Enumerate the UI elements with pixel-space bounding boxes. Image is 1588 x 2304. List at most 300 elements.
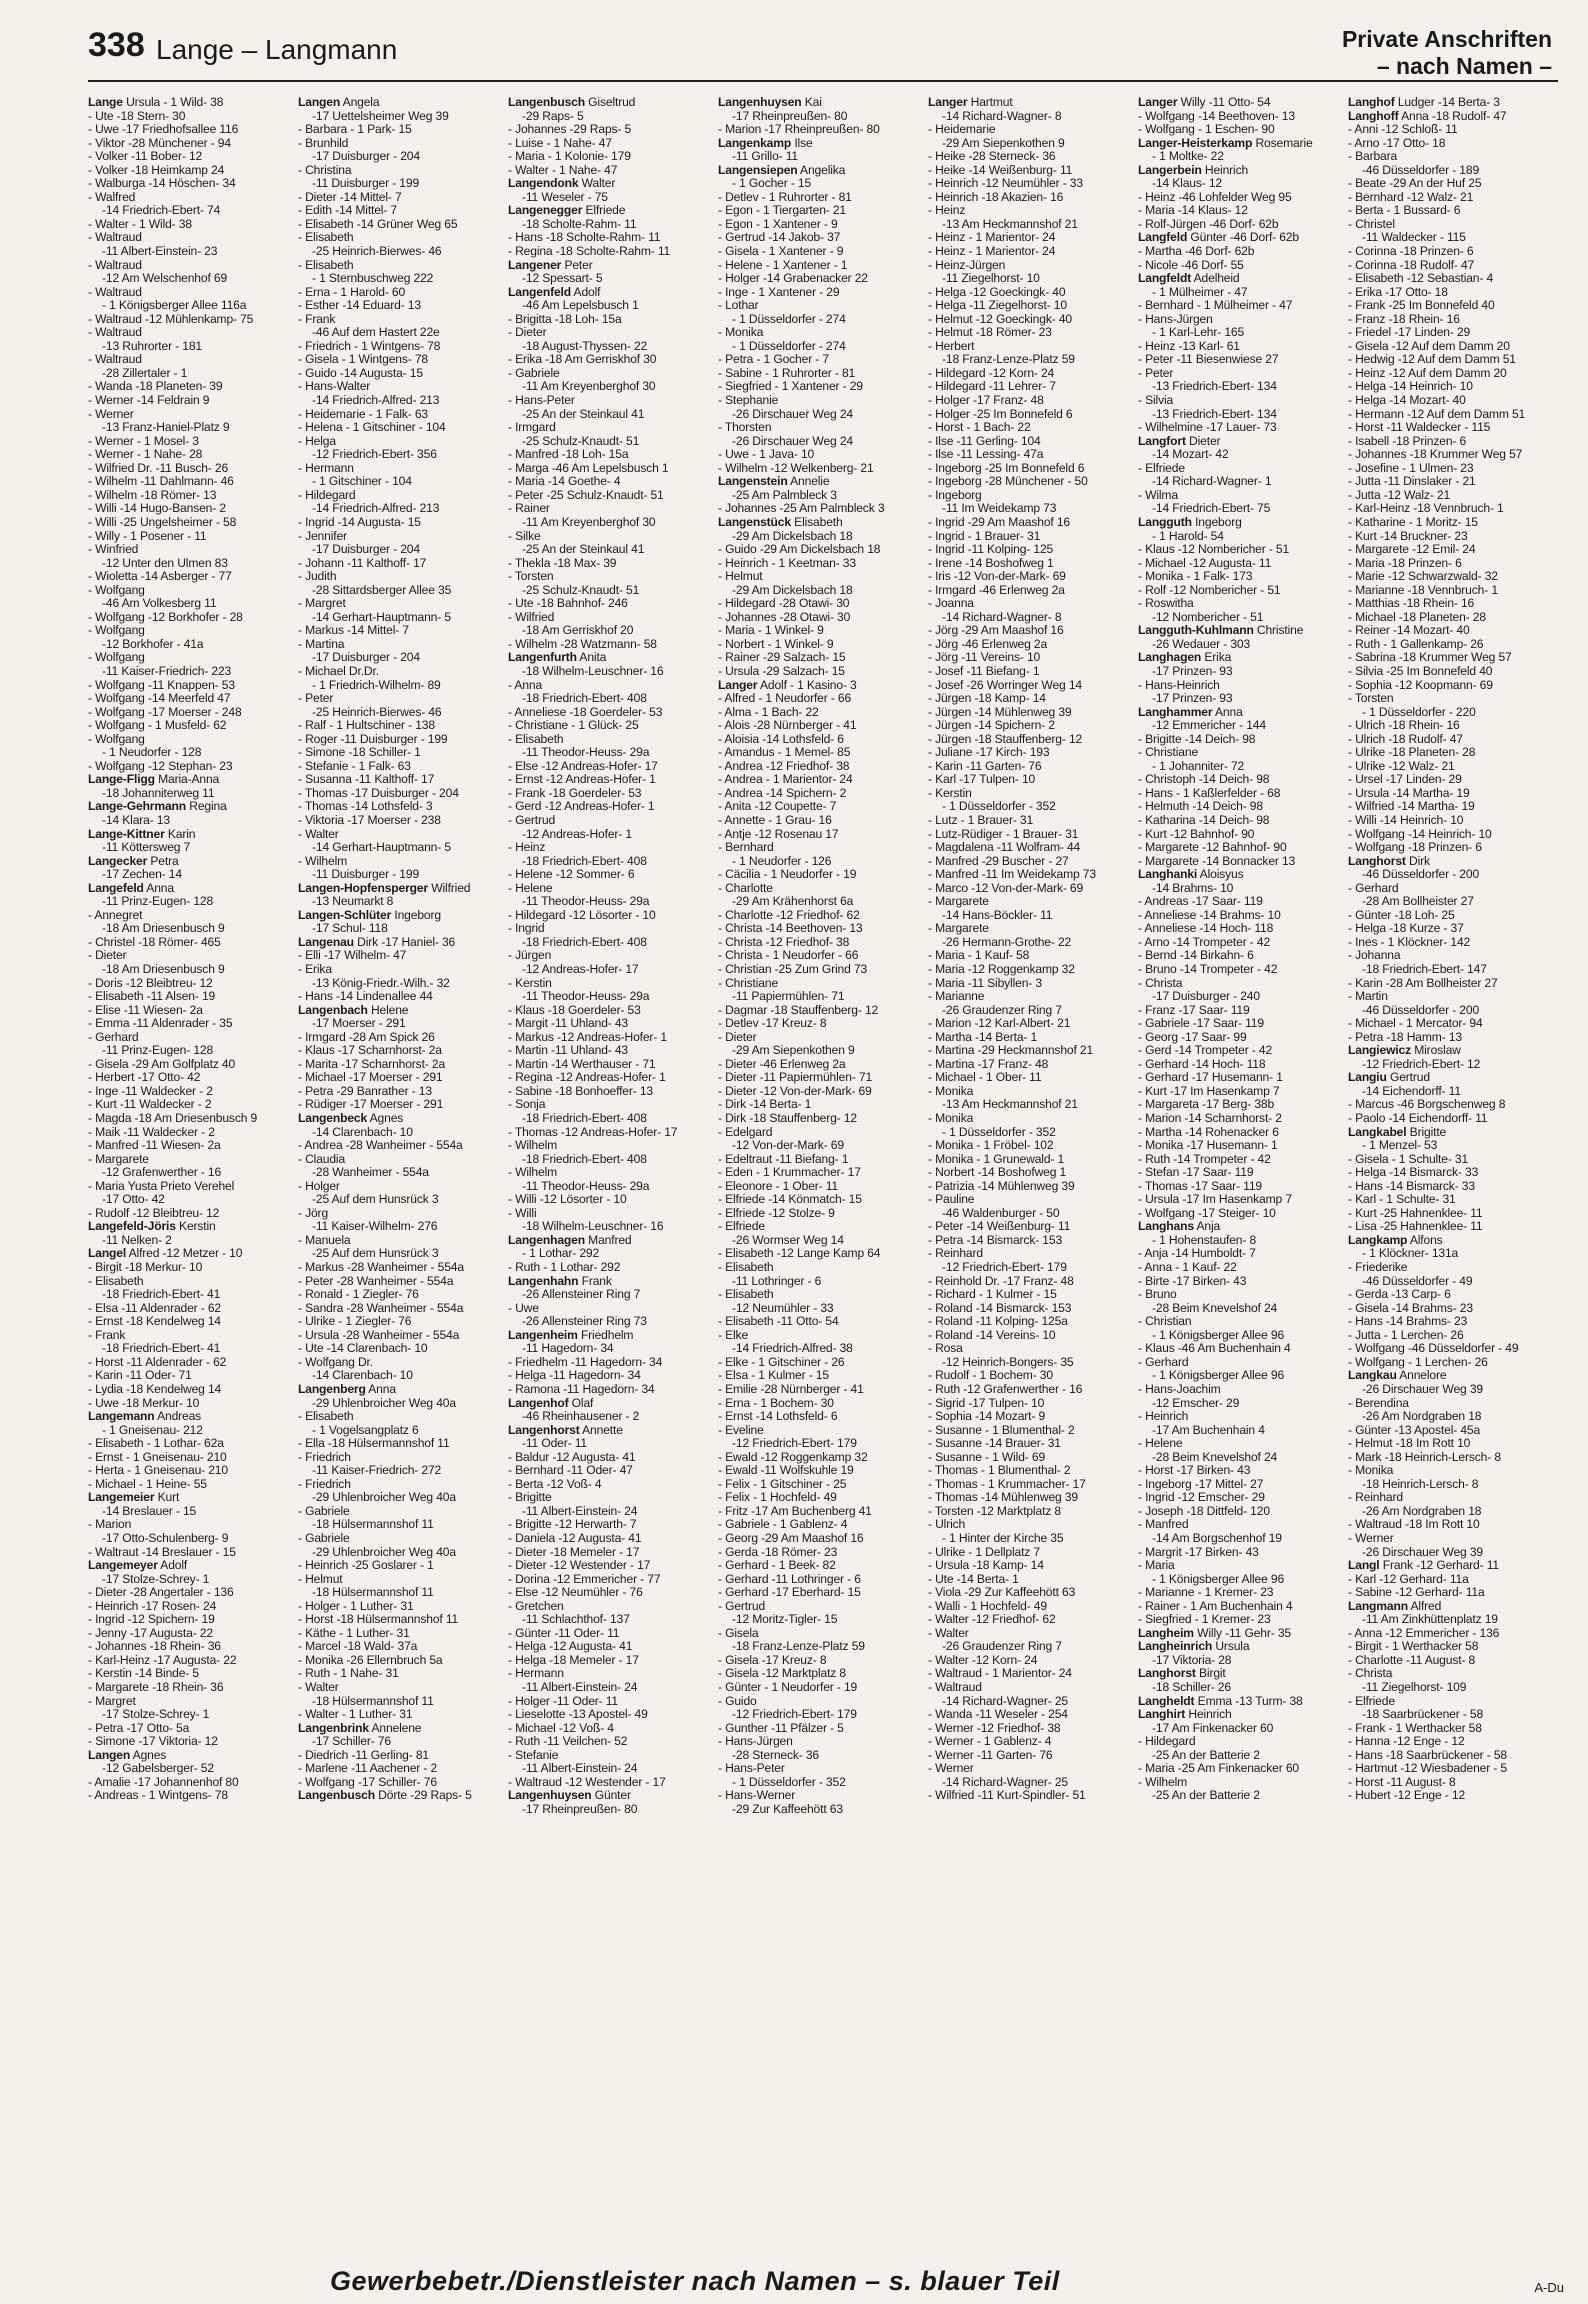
list-item: - Heidemarie [928, 123, 996, 137]
list-item: -25 Auf dem Hunsrück 3 [312, 1247, 439, 1261]
list-item: - 1 Königsberger Allee 96 [1152, 1572, 1285, 1586]
list-item: - Elisabeth [298, 258, 354, 272]
directory-column [298, 96, 508, 2226]
list-item: - 1 Düsseldorfer - 352 [942, 800, 1056, 814]
list-item: - Klaus -17 Scharnhorst- 2a [298, 1044, 442, 1058]
list-item: - Monika - 1 Grunewald- 1 [928, 1152, 1065, 1166]
list-item: - Edith -14 Mittel- 7 [298, 204, 398, 218]
list-item: - Jennifer [298, 529, 347, 543]
list-item: - Sabrina -18 Krummer Weg 57 [1348, 651, 1512, 665]
list-item: - Heinz [928, 204, 966, 218]
list-item: - Josef -11 Biefang- 1 [928, 664, 1040, 678]
list-item: - Dieter -11 Papiermühlen- 71 [718, 1071, 873, 1085]
list-item: - Christa -12 Friedhof- 38 [718, 935, 850, 949]
list-item: - Anneliese -18 Goerdeler- 53 [508, 705, 663, 719]
list-item: - Inge -11 Waldecker - 2 [88, 1084, 213, 1098]
section-title-line-1: Private Anschriften [1341, 26, 1552, 52]
surname-entry: Langheinrich Ursula [1138, 1640, 1250, 1654]
directory-column [928, 96, 1138, 2226]
list-item: - Georg -29 Am Maashof 16 [718, 1531, 864, 1545]
list-item: - Martha -46 Dorf- 62b [1138, 245, 1255, 259]
surname-entry: Lange-Gehrmann Regina [88, 800, 227, 814]
list-item: -14 Hans-Böckler- 11 [942, 908, 1053, 922]
list-item: - Peter -28 Wanheimer - 554a [298, 1274, 454, 1288]
surname-entry: Langemeier Kurt [88, 1491, 180, 1505]
list-item: -17 Schiller- 76 [312, 1735, 391, 1749]
list-item: - Cäcilia - 1 Neudorfer - 19 [718, 868, 857, 882]
list-item: - Gisela - 1 Wintgens- 78 [298, 353, 429, 367]
list-item: -26 Graudenzer Ring 7 [942, 1640, 1062, 1654]
list-item: - Hanna -12 Enge - 12 [1348, 1735, 1465, 1749]
list-item: - Wolfgang [88, 732, 145, 746]
surname-entry: Langenheim Friedhelm [508, 1328, 634, 1342]
surname-entry: Langenhagen Manfred [508, 1233, 632, 1247]
list-item: -25 An der Batterie 2 [1152, 1748, 1260, 1762]
list-item: - Willi [508, 1206, 537, 1220]
surname-entry: Langheldt Emma -13 Turm- 38 [1138, 1694, 1303, 1708]
list-item: - Waltraud -12 Mühlenkamp- 75 [88, 312, 254, 326]
list-item: - Marie -12 Schwarzwald- 32 [1348, 570, 1498, 584]
list-item: - Werner [1348, 1531, 1394, 1545]
list-item: -46 Düsseldorfer - 200 [1362, 1003, 1480, 1017]
list-item: - Wilfried Dr. -11 Busch- 26 [88, 461, 229, 475]
list-item: - Stephanie [718, 394, 779, 408]
list-item: - Hans -14 Lindenallee 44 [298, 990, 433, 1004]
list-item: - Wilhelm [508, 1139, 558, 1153]
list-item: - Dieter [88, 949, 127, 963]
list-item: - 1 Klöckner- 131a [1362, 1247, 1459, 1261]
list-item: - Elisabeth [298, 231, 354, 245]
list-item: -12 Emscher- 29 [1152, 1396, 1240, 1410]
list-item: - Hermann [298, 461, 354, 475]
list-item: - Helene - 1 Xantener - 1 [718, 258, 848, 272]
list-item: -28 Am Bollheister 27 [1362, 895, 1474, 909]
list-item: - Sophia -14 Mozart- 9 [928, 1410, 1046, 1424]
surname-entry: Langenbeck Agnes [298, 1112, 404, 1126]
list-item: - Alma - 1 Bach- 22 [718, 705, 819, 719]
list-item: - Dieter [718, 1030, 757, 1044]
list-item: -12 Moritz-Tigler- 15 [732, 1613, 838, 1627]
list-item: -29 Uhlenbroicher Weg 40a [312, 1396, 456, 1410]
list-item: - Martin -14 Werthauser - 71 [508, 1057, 656, 1071]
surname: Langenbach [298, 1003, 368, 1017]
list-item: - 1 Neudorfer - 126 [732, 854, 832, 868]
list-item: -13 König-Friedr.-Wilh.- 32 [312, 976, 450, 990]
list-item: - Waltraud [88, 353, 142, 367]
list-item: -13 Friedrich-Ebert- 134 [1152, 407, 1277, 421]
list-item: - Thekla -18 Max- 39 [508, 556, 617, 570]
list-item: -17 Otto-Schulenberg- 9 [102, 1531, 229, 1545]
list-item: -18 Hülsermannshof 11 [312, 1694, 434, 1708]
list-item: -11 Albert-Einstein- 24 [522, 1680, 638, 1694]
surname-entry: Langenberg Anna [298, 1382, 396, 1396]
list-item: - Hildegard -11 Lehrer- 7 [928, 380, 1056, 394]
list-item: -17 Schul- 118 [312, 922, 388, 936]
list-item: -18 August-Thyssen- 22 [522, 339, 648, 353]
list-item: -29 Am Krähenhorst 6a [732, 895, 854, 909]
list-item: - Elfriede [1138, 461, 1185, 475]
list-item: - Wolfgang [88, 651, 145, 665]
list-item: - Brigitte -12 Herwarth- 7 [508, 1518, 637, 1532]
list-item: -17 Stolze-Schrey- 1 [102, 1572, 210, 1586]
list-item: -12 Nombericher - 51 [1152, 610, 1264, 624]
list-item: - Reinhard [928, 1247, 983, 1261]
list-item: - 1 Vogelsangplatz 6 [312, 1423, 419, 1437]
list-item: - Friedhelm -11 Hagedorn- 34 [508, 1355, 663, 1369]
list-item: - Ernst -12 Andreas-Hofer- 1 [508, 773, 656, 787]
list-item: - Hans -14 Bismarck- 33 [1348, 1179, 1475, 1193]
list-item: - Winfried [88, 543, 139, 557]
list-item: - Ronald - 1 Ziegler- 76 [298, 1288, 419, 1302]
list-item: - Annette - 1 Grau- 16 [718, 813, 832, 827]
list-item: - Elfriede [718, 1220, 765, 1234]
list-item: - Gisela -12 Marktplatz 8 [718, 1667, 846, 1681]
list-item: -12 Neumühler - 33 [732, 1301, 834, 1315]
list-item: - Rainer - 1 Am Buchenhain 4 [1138, 1599, 1293, 1613]
list-item: - Martin -11 Uhland- 43 [508, 1044, 629, 1058]
surname: Langhans [1138, 1220, 1194, 1234]
list-item: -18 Friedrich-Ebert- 408 [522, 854, 647, 868]
list-item: -14 Gerhart-Hauptmann- 5 [312, 841, 451, 855]
list-item: -26 Dirschauer Weg 24 [732, 407, 853, 421]
list-item: - Margret [298, 597, 346, 611]
list-item: - Ruth - 1 Lothar- 292 [508, 1261, 621, 1275]
list-item: - Günter -13 Apostel- 45a [1348, 1423, 1481, 1437]
list-item: - Dagmar -18 Stauffenberg- 12 [718, 1003, 879, 1017]
surname: Langenhof [508, 1396, 569, 1410]
list-item: - Petra -17 Otto- 5a [88, 1721, 190, 1735]
list-item: - Willy - 1 Posener - 11 [88, 529, 207, 543]
list-item: - Ursula -17 Im Hasenkamp 7 [1138, 1193, 1292, 1207]
list-item: - Anna - 1 Kauf- 22 [1138, 1261, 1237, 1275]
list-item: - Heinrich -25 Goslarer - 1 [298, 1559, 434, 1573]
surname-entry: Langguth-Kuhlmann Christine [1138, 624, 1304, 638]
list-item: - Christoph -14 Deich- 98 [1138, 773, 1270, 787]
list-item: -18 Am Driesenbusch 9 [102, 922, 225, 936]
list-item: - Hubert -12 Enge - 12 [1348, 1789, 1466, 1803]
list-item: - Pauline [928, 1193, 975, 1207]
list-item: - Birte -17 Birken- 43 [1138, 1274, 1247, 1288]
list-item: - Elfriede -14 Könmatch- 15 [718, 1193, 862, 1207]
list-item: - Helmut -18 Im Rott 10 [1348, 1437, 1471, 1451]
surname: Langenfeld [508, 285, 572, 299]
surname: Langiu [1348, 1071, 1387, 1085]
list-item: -14 Eichendorff- 11 [1362, 1084, 1461, 1098]
list-item: - Jenny -17 Augusta- 22 [88, 1626, 213, 1640]
list-item: -11 Albert-Einstein- 24 [522, 1504, 638, 1518]
surname-entry: Langenstein Annelie [718, 475, 830, 489]
list-item: - Erika -18 Am Gerriskhof 30 [508, 353, 657, 367]
list-item: -18 Wilhelm-Leuschner- 16 [522, 664, 664, 678]
list-item: - Manfred -29 Buscher - 27 [928, 854, 1069, 868]
list-item: - Marita -17 Scharnhorst- 2a [298, 1057, 446, 1071]
list-item: -18 Friedrich-Ebert- 147 [1362, 963, 1487, 976]
list-item: - Horst -18 Hülsermannshof 11 [298, 1613, 459, 1627]
list-item: -14 Klara- 13 [102, 813, 170, 827]
list-item: - Ingeborg -25 Im Bonnefeld 6 [928, 461, 1085, 475]
list-item: - Günter -18 Loh- 25 [1348, 908, 1455, 922]
list-item: - Karl-Heinz -18 Vennbruch- 1 [1348, 502, 1504, 516]
list-item: - Gabriele - 1 Gablenz- 4 [718, 1518, 848, 1532]
surname-entry: Langkau Annelore [1348, 1369, 1447, 1383]
list-item: - Manfred -18 Loh- 15a [508, 448, 629, 462]
list-item: - 1 Gneisenau- 212 [102, 1423, 203, 1437]
list-item: - 1 Friedrich-Wilhelm- 89 [312, 678, 441, 692]
list-item: -12 Andreas-Hofer- 17 [522, 963, 639, 976]
list-item: - Karin -11 Oder- 71 [88, 1369, 192, 1383]
surname: Langenbrink [298, 1721, 369, 1735]
list-item: - Maria - 1 Winkel- 9 [718, 624, 824, 638]
list-item: -14 Friedrich-Ebert- 75 [1152, 502, 1271, 516]
list-item: - Wolfgang -12 Stephan- 23 [88, 759, 233, 773]
list-item: - Gerd -12 Andreas-Hofer- 1 [508, 800, 655, 814]
list-item: - Michael -18 Planeten- 28 [1348, 610, 1486, 624]
list-item: - Rainer -29 Salzach- 15 [718, 651, 846, 665]
list-item: - Helga -18 Memeler - 17 [508, 1653, 639, 1667]
list-item: - Frank - 1 Werthacker 58 [1348, 1721, 1482, 1735]
list-item: - Maria - 1 Kauf- 58 [928, 949, 1030, 963]
list-item: -29 Uhlenbroicher Weg 40a [312, 1491, 456, 1505]
list-item: - Horst - 1 Bach- 22 [928, 421, 1031, 435]
list-item: - Ruth - 1 Nahe- 31 [298, 1667, 399, 1681]
list-item: - Rüdiger -17 Moerser - 291 [298, 1098, 444, 1112]
surname: Langenbusch [298, 1789, 375, 1803]
list-item: -18 Friedrich-Ebert- 41 [102, 1288, 221, 1302]
list-item: - Helmuth -14 Deich- 98 [1138, 800, 1263, 814]
list-item: - Helmut [718, 570, 763, 584]
list-item: -18 Wilhelm-Leuschner- 16 [522, 1220, 664, 1234]
list-item: - Holger - 1 Luther- 31 [298, 1599, 414, 1613]
list-item: - Heinz -12 Auf dem Damm 20 [1348, 366, 1507, 380]
list-item: -12 Friedrich-Ebert- 12 [1362, 1057, 1481, 1071]
list-item: - Werner - 1 Mosel- 3 [88, 434, 199, 448]
list-item: -11 Papiermühlen- 71 [732, 990, 845, 1004]
list-item: - Willi -14 Heinrich- 10 [1348, 813, 1464, 827]
list-item: - Kurt -11 Waldecker - 2 [88, 1098, 212, 1112]
list-item: - Magda -18 Am Driesenbusch 9 [88, 1112, 258, 1126]
list-item: - Monika - 1 Falk- 173 [1138, 570, 1253, 584]
list-item: - Wolfgang -14 Beethoven- 13 [1138, 109, 1295, 123]
list-item: - Herta - 1 Gneisenau- 210 [88, 1464, 228, 1478]
list-item: -13 Am Heckmannshof 21 [942, 217, 1078, 231]
surname-entry: Langer Adolf - 1 Kasino- 3 [718, 678, 857, 692]
list-item: - Kurt -12 Bahnhof- 90 [1138, 827, 1255, 841]
list-item: -11 Kaiser-Friedrich- 272 [312, 1464, 442, 1478]
list-item: - Margarete -12 Emil- 24 [1348, 543, 1476, 557]
list-item: -29 Am Siepenkothen 9 [942, 136, 1065, 150]
list-item: - Walter [298, 827, 339, 841]
list-item: -46 Waldenburger - 50 [942, 1206, 1060, 1220]
list-item: - Elise -11 Wiesen- 2a [88, 1003, 203, 1017]
surname-entry: Langguth Ingeborg [1138, 515, 1242, 529]
list-item: - Wilhelm -11 Dahlmann- 46 [88, 475, 234, 489]
list-item: - Ingrid [508, 922, 545, 936]
list-item: -14 Richard-Wagner- 8 [942, 610, 1062, 624]
list-item: - Simone -18 Schiller- 1 [298, 746, 421, 760]
list-item: - Bruno -14 Trompeter - 42 [1138, 963, 1278, 976]
list-item: - Wilfried -14 Martha- 19 [1348, 800, 1475, 814]
list-item: - Wolfgang -11 Knappen- 53 [88, 678, 235, 692]
list-item: - Baldur -12 Augusta- 41 [508, 1450, 636, 1464]
surname-entry: Langenhuysen Günter [508, 1789, 631, 1803]
list-item: - Heinrich - 1 Keetman- 33 [718, 556, 856, 570]
directory-column [88, 96, 298, 2226]
surname: Langl [1348, 1559, 1380, 1573]
list-item: - Gerda -13 Carp- 6 [1348, 1288, 1451, 1302]
list-item: - Helene [1138, 1437, 1183, 1451]
surname-entry: Langenhuysen Kai [718, 96, 822, 109]
list-item: - Ingrid -12 Emscher- 29 [1138, 1491, 1265, 1505]
list-item: - Elke [718, 1328, 749, 1342]
surname: Langenegger [508, 204, 583, 218]
list-item: - Hedwig -12 Auf dem Damm 51 [1348, 353, 1516, 367]
surname-entry: Langemann Andreas [88, 1410, 202, 1424]
list-item: -14 Richard-Wagner- 25 [942, 1694, 1068, 1708]
list-item: - Monika -26 Ellernbruch 5a [298, 1653, 443, 1667]
list-item: - Thomas -12 Andreas-Hofer- 17 [508, 1125, 678, 1139]
surname: Langenhuysen [508, 1789, 592, 1803]
list-item: - Markus -12 Andreas-Hofer- 1 [508, 1030, 667, 1044]
list-item: - Berta -12 Voß- 4 [508, 1477, 602, 1491]
list-item: - Petra - 1 Gocher - 7 [718, 353, 829, 367]
list-item: - Hans-Jürgen [1138, 312, 1213, 326]
list-item: - Irmgard -46 Erlenweg 2a [928, 583, 1065, 597]
list-item: - Ruth -12 Grafenwerther - 16 [928, 1382, 1083, 1396]
list-item: - Jürgen -14 Spichern- 2 [928, 719, 1055, 733]
list-item: - Werner -11 Garten- 76 [928, 1748, 1053, 1762]
list-item: - Elfriede [1348, 1694, 1395, 1708]
list-item: - Hans-Joachim [1138, 1382, 1221, 1396]
list-item: - Eleonore - 1 Ober- 11 [718, 1179, 839, 1193]
list-item: - Elisabeth [718, 1288, 774, 1302]
surname: Langenau [298, 935, 354, 949]
list-item: - Helene [508, 881, 553, 895]
surname: Langkabel [1348, 1125, 1407, 1139]
list-item: - Kurt -14 Bruckner- 23 [1348, 529, 1468, 543]
list-item: - Rudolf -12 Bleibtreu- 12 [88, 1206, 220, 1220]
list-item: -26 Dirschauer Weg 39 [1362, 1382, 1483, 1396]
surname-entry: Langhirt Heinrich [1138, 1708, 1232, 1722]
surname: Langefeld [88, 881, 144, 895]
list-item: - Frank [298, 312, 336, 326]
list-item: - Elisabeth [88, 1274, 144, 1288]
surname-entry: Langheim Willy -11 Gehr- 35 [1138, 1626, 1291, 1640]
list-item: - Elisabeth [298, 1410, 354, 1424]
list-item: -14 Gerhart-Hauptmann- 5 [312, 610, 451, 624]
list-item: -12 Friedrich-Ebert- 179 [732, 1708, 857, 1722]
list-item: - Heike -28 Sterneck- 36 [928, 150, 1056, 164]
list-item: - Wilhelm -28 Watzmann- 58 [508, 637, 657, 651]
surname: Langen-Schlüter [298, 908, 392, 922]
list-item: -11 Waldecker - 115 [1362, 231, 1466, 245]
surname: Langfeldt [1138, 272, 1192, 286]
surname-entry: Langel Alfred -12 Metzer - 10 [88, 1247, 243, 1261]
list-item: -11 Kaiser-Wilhelm- 276 [312, 1220, 438, 1234]
list-item: - Friederike [1348, 1261, 1408, 1275]
surname: Langheldt [1138, 1694, 1195, 1708]
list-item: - Elsa -11 Aldenrader - 62 [88, 1301, 222, 1315]
list-item: -46 Rheinhausener - 2 [522, 1410, 640, 1424]
list-item: -18 Friedrich-Ebert- 408 [522, 1152, 647, 1166]
list-item: - Else -12 Neumühler - 76 [508, 1586, 643, 1600]
list-item: - Ralf - 1 Hultschiner - 138 [298, 719, 435, 733]
list-item: - Petra -14 Bismarck- 153 [928, 1233, 1063, 1247]
list-item: - Uwe -17 Friedhofsallee 116 [88, 123, 239, 137]
list-item: - Egon - 1 Tiergarten- 21 [718, 204, 847, 218]
list-item: - Helga -14 Heinrich- 10 [1348, 380, 1473, 394]
list-item: - Gerhard -14 Hoch- 118 [1138, 1057, 1266, 1071]
list-item: -46 Düsseldorfer - 200 [1362, 868, 1480, 882]
surname: Langen-Hopfensperger [298, 881, 429, 895]
list-item: - Wolfgang -18 Prinzen- 6 [1348, 841, 1482, 855]
list-item: - Felix - 1 Hochfeld- 49 [718, 1491, 837, 1505]
list-item: - Elisabeth - 1 Lothar- 62a [88, 1437, 224, 1451]
list-item: - Maria -14 Goethe- 4 [508, 475, 621, 489]
list-item: - Wilhelm [298, 854, 348, 868]
list-item: - Isabell -18 Prinzen- 6 [1348, 434, 1467, 448]
list-item: -14 Friedrich-Alfred- 213 [312, 394, 440, 408]
list-item: -11 Am Zinkhüttenplatz 19 [1362, 1613, 1498, 1627]
list-item: - Andrea - 1 Marientor- 24 [718, 773, 853, 787]
list-item: -14 Friedrich-Alfred- 213 [312, 502, 440, 516]
list-item: - Dieter -28 Angertaler - 136 [88, 1586, 234, 1600]
surname-entry: Lange-Kittner Karin [88, 827, 196, 841]
list-item: -25 Auf dem Hunsrück 3 [312, 1193, 439, 1207]
list-item: - Wilfried [508, 610, 555, 624]
list-item: - Sonja [508, 1098, 546, 1112]
surname: Langhirt [1138, 1708, 1186, 1722]
list-item: - Wilma [1138, 488, 1178, 502]
list-item: - Bernhard [718, 841, 774, 855]
list-item: - Dieter [508, 326, 547, 340]
surname: Langkamp [1348, 1233, 1408, 1247]
list-item: - Silvia [1138, 394, 1174, 408]
surname-entry: Langenfurth Anita [508, 651, 607, 665]
list-item: - Ilse -11 Lessing- 47a [928, 448, 1044, 462]
list-item: - Wolfgang -17 Schiller- 76 [298, 1775, 437, 1789]
surname: Langhoff [1348, 109, 1399, 123]
list-item: - Ruth -11 Veilchen- 52 [508, 1735, 628, 1749]
list-item: - Georg -17 Saar- 99 [1138, 1030, 1247, 1044]
list-item: - Willi -14 Hugo-Bansen- 2 [88, 502, 226, 516]
directory-column [508, 96, 718, 2226]
list-item: - Thomas -17 Duisburger - 204 [298, 786, 459, 800]
list-item: - Günter -11 Oder- 11 [508, 1626, 620, 1640]
list-item: - Werner - 1 Nahe- 28 [88, 448, 203, 462]
list-item: -11 Oder- 11 [522, 1437, 587, 1451]
list-item: -17 Uettelsheimer Weg 39 [312, 109, 449, 123]
list-item: -14 Am Borgschenhof 19 [1152, 1531, 1282, 1545]
list-item: - Walter - 1 Nahe- 47 [508, 163, 618, 177]
list-item: - Waltraud [88, 326, 142, 340]
list-item: - Detlev - 1 Ruhrorter - 81 [718, 190, 852, 204]
list-item: - Rudolf - 1 Bochem- 30 [928, 1369, 1053, 1383]
list-item: - Wolfgang -12 Borkhofer - 28 [88, 610, 243, 624]
list-item: -11 Köttersweg 7 [102, 841, 191, 855]
list-item: - Anna [508, 678, 543, 692]
list-item: - Doris -12 Bleibtreu- 12 [88, 976, 213, 990]
list-item: - Hildegard -12 Lösorter - 10 [508, 908, 656, 922]
list-item: -14 Breslauer - 15 [102, 1504, 197, 1518]
list-item: - Andrea -14 Spichern- 2 [718, 786, 847, 800]
list-item: -26 Hermann-Grothe- 22 [942, 935, 1072, 949]
list-item: - Johanna [1348, 949, 1401, 963]
list-item: - Marion -14 Scharnhorst- 2 [1138, 1112, 1282, 1126]
list-item: - Karl -12 Gerhard- 11a [1348, 1572, 1469, 1586]
directory-column [1348, 96, 1558, 2226]
list-item: -11 Theodor-Heuss- 29a [522, 746, 650, 760]
list-item: - Wanda -11 Weseler - 254 [928, 1708, 1068, 1722]
